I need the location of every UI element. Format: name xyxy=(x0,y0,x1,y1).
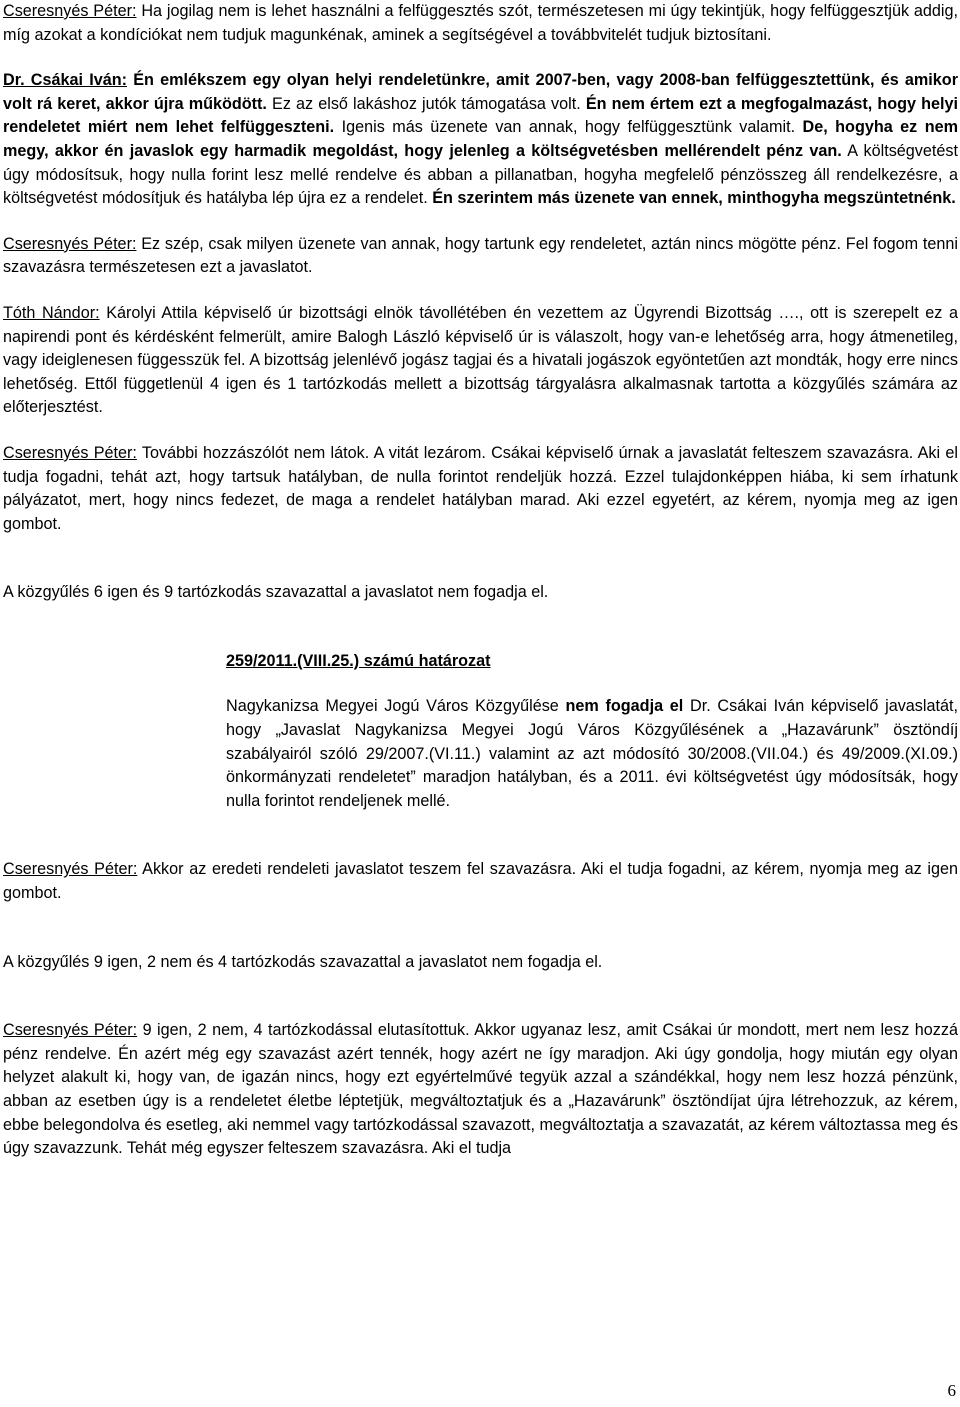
paragraph-text: Fel fogom tenni szavazásra természetesen ezt a javaslatot. xyxy=(3,234,958,277)
paragraph-text: Ez az első lakáshoz jutók támogatása volt. xyxy=(266,94,581,113)
paragraph-text: Igenis más üzenete van annak, hogy felfüggesztünk valamit. xyxy=(334,118,796,137)
speaker-name: Tóth Nándor: xyxy=(3,303,100,322)
paragraph-6 xyxy=(3,858,958,905)
vote-result-2: A közgyűlés 9 igen, 2 nem és 4 tartózkodás szavazattal a javaslatot nem fogadja el. xyxy=(3,952,603,971)
paragraph-5 xyxy=(3,442,958,536)
paragraph-text: A költségvetést úgy módosítsuk, hogy nulla forint lesz mellé rendelve és abban a pillanatban, hogyha megfelelő pénzösszeg áll rendelkezésre, a költségvetést módosítjuk és hatályba lép újra ez a rendelet. xyxy=(3,141,958,208)
paragraph-text: További hozzászólót nem látok. A vitát lezárom. Csákai képviselő úrnak a javaslatát felteszem szavazásra. Aki el tudja fogadni, tehát azt, hogy tartsuk hatályban, de nulla forintot rendeljük hozzá. Ezzel tulajdonképpen hiába, ki sem írhatunk pályázatot, mert, hogy nincs fedezet, de maga a rendelet hatályban marad. Aki ezzel egyetért, az kérem, nyomja meg az igen gombot. xyxy=(3,443,958,533)
paragraph-text: 9 igen, 2 nem, 4 tartózkodással elutasítottuk. Akkor ugyanaz lesz, amit Csákai úr mondott, mert nem lesz hozzá pénz rendelve. Én azért még egy szavazást azért tennék, hogy azért ne így maradjon. Aki úgy gondolja, hogy miután egy olyan helyzet alakult ki, hogy van, de igazán nincs, hogy ezt egyértelművé tegyük azzal a szándékkal, hogy nem lesz hozzá pénzünk, abban az esetben úgy is a rendeletet életbe léptetjük, megváltoztatjuk és a „Hazavárunk” ösztöndíjat újra létrehozzuk, az kérem, ebbe belegondolva és esetleg, aki nemmel vagy tartózkodással szavazott, megváltoztatja a szavazatát, az kérem változtassa meg és úgy szavazzunk. Tehát még egyszer felteszem szavazásra. Aki el tudja xyxy=(3,1021,958,1158)
paragraph-1 xyxy=(3,0,958,47)
paragraph-2 xyxy=(3,69,958,211)
speaker-name: Cseresnyés Péter: xyxy=(3,860,138,879)
resolution-emphasis: nem fogadja el xyxy=(565,697,684,716)
resolution-text: Dr. Csákai Iván képviselő javaslatát, hogy „Javaslat Nagykanizsa Megyei Jogú Város Közgyűlésének a „Hazavárunk” ösztöndíj szabályairól szóló 29/2007.(VI.11.) valamint az azt módosító 30/2008.(VII.04.) és 49/2009.(XI.09.) önkormányzati rendeletet” maradjon hatályban, és a 2011. évi költségvetést úgy módosítsák, hogy nulla forintot rendeljenek mellé. xyxy=(226,697,958,810)
paragraph-3 xyxy=(3,233,958,280)
paragraph-text: Akkor az eredeti rendeleti javaslatot teszem fel szavazásra. Aki el tudja fogadni, az kérem, nyomja meg az igen gombot. xyxy=(3,860,958,903)
paragraph-text: Én emlékszem egy olyan helyi rendeletünkre, amit 2007-ben, vagy 2008-ban felfüggesztettünk, és amikor volt rá keret, akkor újra működött. xyxy=(3,71,958,113)
paragraph-text: A bizottság jelenlévő jogász tagjai és a hivatali jogászok egyöntetűen azt mondták, hogy erre nincs lehetőség. xyxy=(3,351,958,393)
paragraph-text: Ez szép, csak milyen üzenete van annak, hogy tartunk egy rendeletet, aztán nincs mögötte pénz. xyxy=(136,234,842,253)
paragraph-text: Én nem értem ezt a megfogalmazást, hogy helyi rendeletet miért nem lehet felfüggeszteni. xyxy=(3,94,959,137)
speaker-name: Cseresnyés Péter: xyxy=(3,1021,138,1040)
resolution-text: Nagykanizsa Megyei Jogú Város Közgyűlése xyxy=(226,697,566,716)
resolution-title: 259/2011.(VIII.25.) számú határozat xyxy=(226,651,491,670)
paragraph-text: Károlyi Attila képviselő úr bizottsági elnök távollétében én vezettem az Ügyrendi Bizottság …., ott is szerepelt ez a napirendi pont és kérdésként felmerült, amire Balogh László képviselő úr is válaszolt, hogy van-e lehetőség arra, hogy átmenetileg, vagy ideiglenesen függesszük fel. xyxy=(3,303,958,370)
paragraph-7 xyxy=(3,1019,958,1161)
speaker-name: Cseresnyés Péter: xyxy=(3,443,137,462)
paragraph-text: De, hogyha ez nem megy, akkor én javaslok egy harmadik megoldást, hogy jelenleg a költségvetésben mellérendelt pénz van. xyxy=(3,118,959,160)
vote-result-1: A közgyűlés 6 igen és 9 tartózkodás szavazattal a javaslatot nem fogadja el. xyxy=(3,583,549,602)
paragraph-text: Ettől függetlenül 4 igen és 1 tartózkodás mellett a bizottság tárgyalásra alkalmasnak tartotta a közgyűlés számára az előterjesztést. xyxy=(3,374,958,417)
speaker-name: Dr. Csákai Iván: xyxy=(3,71,127,90)
paragraph-text: Ha jogilag nem is lehet használni a felfüggesztés szót, természetesen mi úgy tekintjük, hogy felfüggesztjük addig, míg azokat a kondíciókat nem tudjuk magunkénak, aminek a segítségével a továbbvitelét tudjuk biztosítani. xyxy=(3,2,958,44)
resolution-body xyxy=(226,695,958,813)
paragraph-4 xyxy=(3,302,958,420)
speaker-name: Cseresnyés Péter: xyxy=(3,234,137,253)
page-number: 6 xyxy=(947,1381,956,1400)
paragraph-text: Én szerintem más üzenete van ennek, minthogyha megszüntetnénk. xyxy=(427,189,956,208)
speaker-name: Cseresnyés Péter: xyxy=(3,2,137,20)
